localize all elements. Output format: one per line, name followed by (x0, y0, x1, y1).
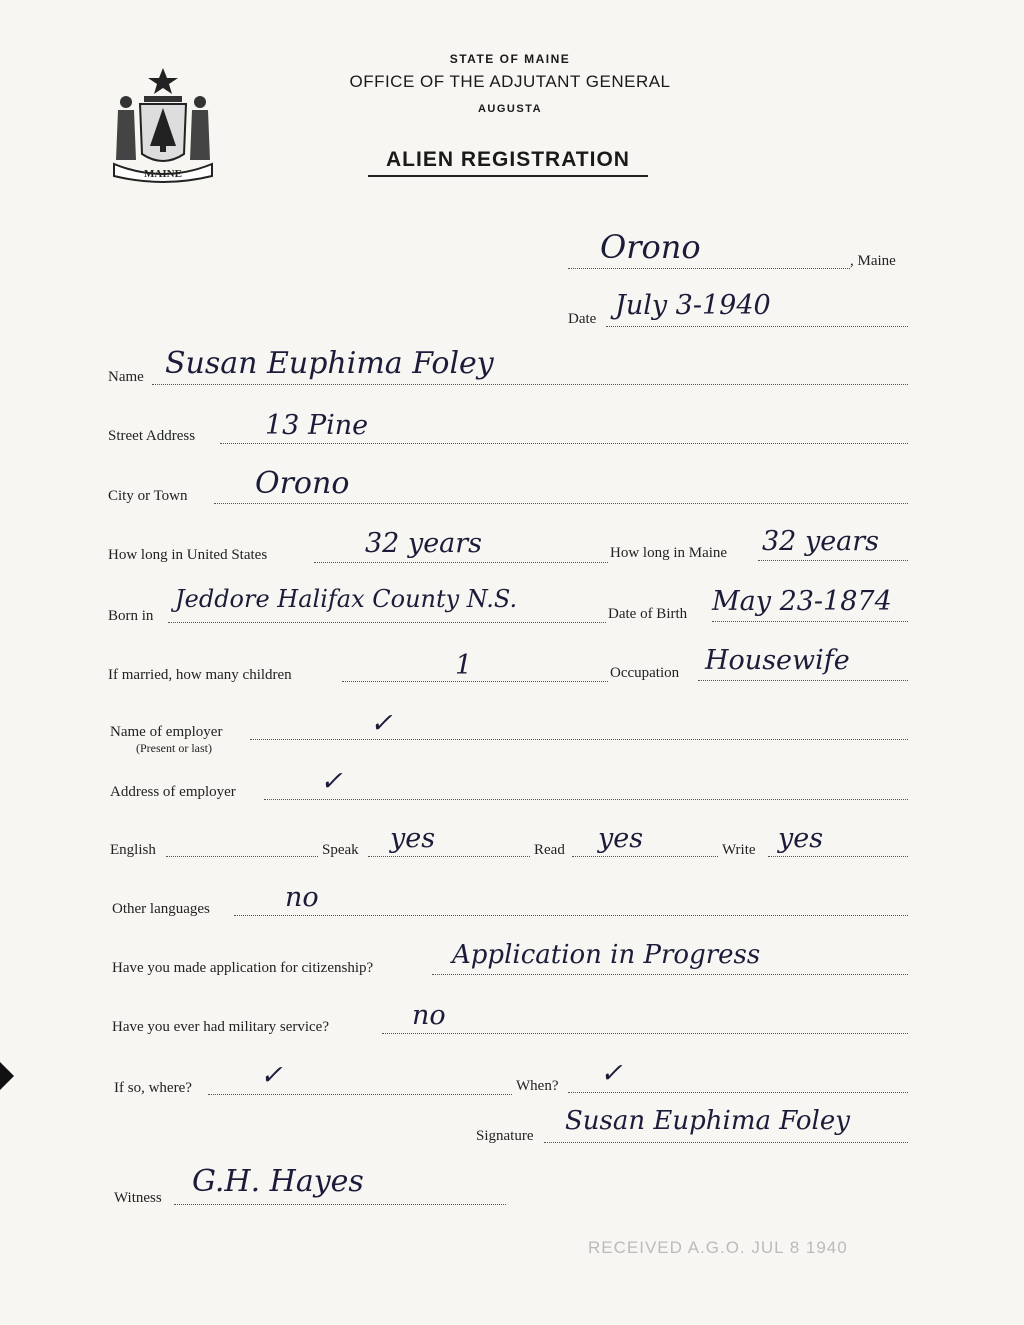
city-line (214, 503, 908, 504)
office-heading: OFFICE OF THE ADJUTANT GENERAL (349, 72, 671, 91)
name-line (152, 384, 908, 385)
employer-line (250, 739, 908, 740)
form-title: ALIEN REGISTRATION (368, 148, 648, 177)
date-line (606, 326, 908, 327)
date-value: July 3-1940 (615, 290, 771, 321)
when-line (568, 1092, 908, 1093)
name-value: Susan Euphima Foley (165, 346, 494, 381)
read-line (572, 856, 718, 857)
english-line (166, 856, 318, 857)
speak-label: Speak (322, 842, 359, 858)
children-label: If married, how many children (108, 667, 292, 683)
military-line (382, 1033, 908, 1034)
place-value: Orono (600, 228, 701, 266)
read-label: Read (534, 842, 565, 858)
write-value: yes (778, 823, 824, 854)
employer-address-line (264, 799, 908, 800)
years-us-label: How long in United States (108, 547, 268, 563)
citizenship-label: Have you made application for citizenship? (112, 960, 374, 976)
children-value: 1 (455, 650, 473, 681)
street-address-value: 13 Pine (265, 410, 369, 441)
received-stamp: RECEIVED A.G.O. JUL 8 1940 (588, 1238, 848, 1257)
other-languages-value: no (285, 882, 319, 913)
place-suffix: , Maine (850, 253, 896, 269)
employer-label: Name of employer (110, 724, 223, 740)
signature-value: Susan Euphima Foley (565, 1106, 850, 1136)
years-maine-label: How long in Maine (610, 545, 728, 561)
witness-value: G.H. Hayes (192, 1164, 364, 1199)
occupation-label: Occupation (610, 665, 680, 681)
signature-label: Signature (476, 1128, 534, 1144)
born-in-label: Born in (108, 608, 154, 624)
other-languages-line (234, 915, 908, 916)
write-label: Write (722, 842, 756, 858)
years-maine-line (758, 560, 908, 561)
where-value: ✓ (260, 1060, 283, 1091)
place-line (568, 268, 850, 269)
where-line (208, 1094, 512, 1095)
state-heading: STATE OF MAINE (449, 52, 571, 66)
employer-address-label: Address of employer (110, 784, 236, 800)
years-maine-value: 32 years (762, 526, 880, 557)
date-label: Date (568, 311, 597, 327)
scan-edge-marker (0, 1062, 14, 1090)
when-label: When? (516, 1078, 559, 1094)
city-label: City or Town (108, 488, 188, 504)
employer-address-value: ✓ (320, 766, 343, 797)
witness-label: Witness (114, 1190, 162, 1206)
dob-value: May 23-1874 (712, 586, 892, 617)
where-label: If so, where? (114, 1080, 192, 1096)
speak-line (368, 856, 530, 857)
occupation-line (698, 680, 908, 681)
years-us-value: 32 years (365, 528, 483, 559)
military-label: Have you ever had military service? (112, 1019, 329, 1035)
street-address-line (220, 443, 908, 444)
name-label: Name (108, 369, 144, 385)
military-value: no (412, 1000, 446, 1031)
other-languages-label: Other languages (112, 901, 210, 917)
born-in-line (168, 622, 606, 623)
english-label: English (110, 842, 156, 858)
when-value: ✓ (600, 1058, 623, 1089)
street-address-label: Street Address (108, 428, 196, 444)
signature-line (544, 1142, 908, 1143)
write-line (768, 856, 908, 857)
dob-line (712, 621, 908, 622)
employer-sublabel: (Present or last) (136, 741, 212, 755)
years-us-line (314, 562, 608, 563)
citizenship-line (432, 974, 908, 975)
city-value: Orono (255, 466, 350, 501)
children-line (342, 681, 608, 682)
employer-value: ✓ (370, 708, 393, 739)
seal-text: MAINE (144, 168, 182, 180)
read-value: yes (598, 823, 644, 854)
maine-state-seal (108, 64, 218, 188)
dob-label: Date of Birth (608, 606, 688, 622)
born-in-value: Jeddore Halifax County N.S. (175, 585, 518, 613)
speak-value: yes (390, 823, 436, 854)
city-heading: AUGUSTA (477, 103, 543, 115)
occupation-value: Housewife (705, 645, 850, 676)
witness-line (174, 1204, 506, 1205)
citizenship-value: Application in Progress (452, 940, 761, 970)
